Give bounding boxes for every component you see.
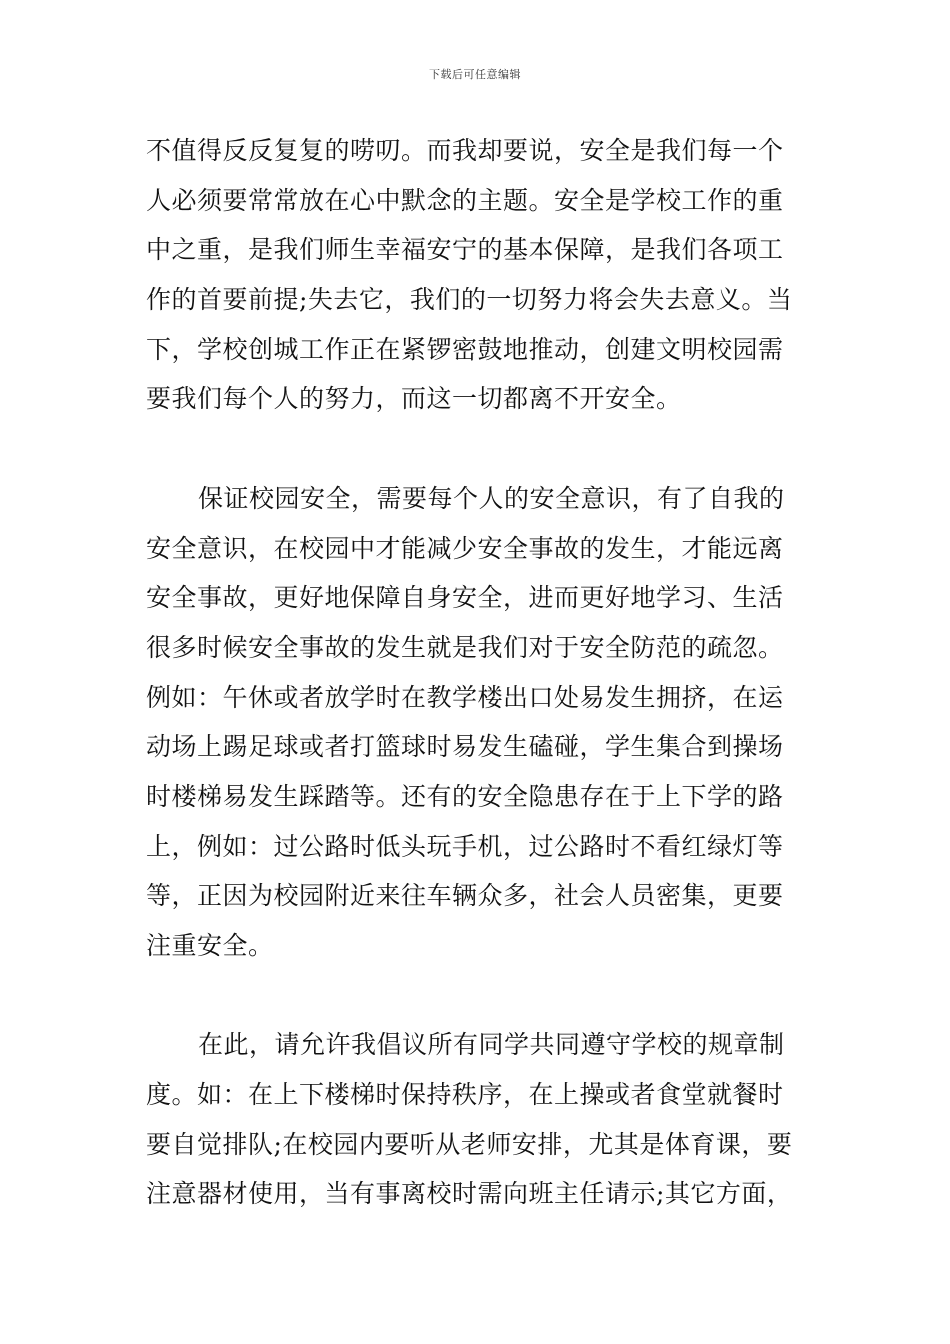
text-line: 注意器材使用，当有事离校时需向班主任请示;其它方面， — [146, 1179, 793, 1209]
text-line: 安全意识，在校园中才能减少安全事故的发生，才能远离 — [146, 533, 784, 563]
text-line: 下，学校创城工作正在紧锣密鼓地推动，创建文明校园需 — [146, 334, 784, 364]
text-line: 例如：午休或者放学时在教学楼出口处易发生拥挤，在运 — [146, 682, 784, 712]
text-line: 保证校园安全，需要每个人的安全意识，有了自我的 — [198, 483, 785, 513]
paragraph-1 — [146, 126, 812, 424]
paragraph-gap — [146, 424, 812, 474]
text-line: 要我们每个人的努力，而这一切都离不开安全。 — [146, 384, 682, 414]
paragraph-gap — [146, 971, 812, 1021]
text-line: 注重安全。 — [146, 931, 274, 960]
text-line: 度。如：在上下楼梯时保持秩序，在上操或者食堂就餐时 — [146, 1080, 784, 1110]
page-header: 下载后可任意编辑 — [429, 68, 521, 81]
text-line: 时楼梯易发生踩踏等。还有的安全隐患存在于上下学的路 — [146, 781, 784, 811]
text-line: 不值得反反复复的唠叨。而我却要说，安全是我们每一个 — [146, 136, 784, 165]
text-line: 安全事故，更好地保障自身安全，进而更好地学习、生活 — [146, 583, 784, 613]
text-line: 很多时候安全事故的发生就是我们对于安全防范的疏忽。 — [146, 632, 784, 662]
text-line: 人必须要常常放在心中默念的主题。安全是学校工作的重 — [146, 185, 784, 215]
text-line: 中之重，是我们师生幸福安宁的基本保障，是我们各项工 — [146, 235, 784, 265]
paragraph-3 — [146, 1020, 812, 1219]
paragraph-2 — [146, 474, 812, 971]
text-line: 作的首要前提;失去它，我们的一切努力将会失去意义。当 — [146, 285, 793, 315]
text-line: 动场上踢足球或者打篮球时易发生磕碰，学生集合到操场 — [146, 732, 784, 762]
text-line: 在此，请允许我倡议所有同学共同遵守学校的规章制 — [198, 1030, 785, 1060]
text-line: 要自觉排队;在校园内要听从老师安排，尤其是体育课，要 — [146, 1129, 793, 1159]
document-body — [146, 126, 812, 1219]
text-line: 等，正因为校园附近来往车辆众多，社会人员密集，更要 — [146, 881, 784, 911]
text-line: 上，例如：过公路时低头玩手机，过公路时不看红绿灯等 — [146, 831, 784, 861]
